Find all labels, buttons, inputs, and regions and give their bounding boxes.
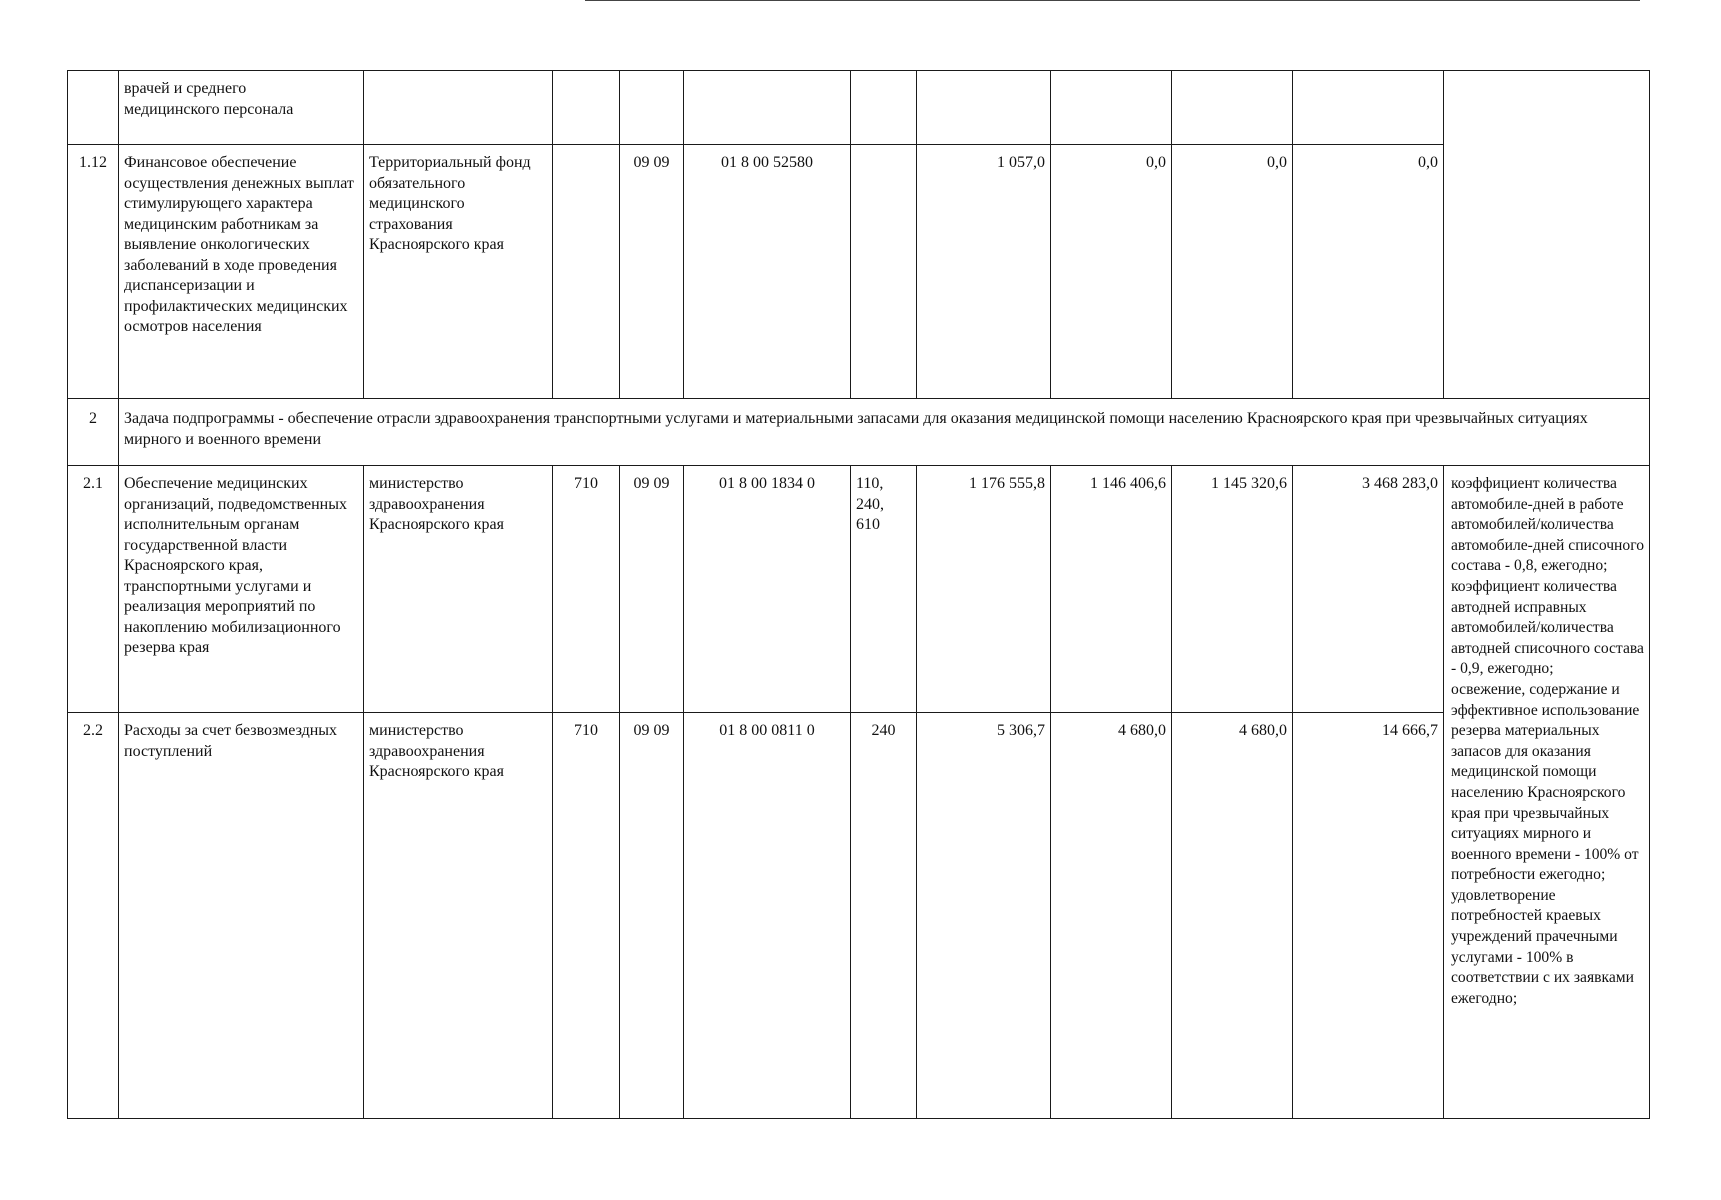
- task-description: Задача подпрограммы - обеспечение отрасли здравоохранения транспортными услугами и материальными запасами для оказания медицинской помощи населению Красноярского края при чрезвычайных ситуациях мирного и военного времени: [119, 399, 1650, 466]
- cell-num: 2: [68, 399, 119, 466]
- cell-name: Обеспечение медицинских организаций, подведомственных исполнительным органам государственной власти Красноярского края, транспортными услугами и реализация мероприятий по накоплению мобилизационного резерва края: [119, 466, 364, 713]
- cell-grbs: [553, 145, 620, 399]
- cell-year1: 1 176 555,8: [917, 466, 1051, 713]
- table-row-1-12: [68, 145, 1650, 399]
- cell-year1: [917, 71, 1051, 145]
- cell-grbs: [553, 71, 620, 145]
- cell-result-empty: [1444, 71, 1650, 399]
- cell-total: [1293, 71, 1444, 145]
- cell-year3: 1 145 320,6: [1172, 466, 1293, 713]
- cell-rzpr: 09 09: [620, 466, 684, 713]
- cell-grbs: 710: [553, 713, 620, 1119]
- cell-executor: министерство здравоохранения Красноярского края: [364, 466, 553, 713]
- cell-expected-result: коэффициент количества автомобиле-дней в работе автомобилей/количества автомобиле-дней списочного состава - 0,8, ежегодно; коэффициент количества автодней исправных автомобилей/количества автодней списочного состава - 0,9, ежегодно; освежение, содержание и эффективное использование резерва материальных запасов для оказания медицинской помощи населению Красноярского края при чрезвычайных ситуациях мирного и военного времени - 100% от потребности ежегодно; удовлетворение потребностей краевых учреждений прачечными услугами - 100% в соответствии с их заявками ежегодно;: [1444, 466, 1650, 1119]
- cell-total: 14 666,7: [1293, 713, 1444, 1119]
- cell-year3: 0,0: [1172, 145, 1293, 399]
- cell-executor: министерство здравоохранения Красноярского края: [364, 713, 553, 1119]
- cell-num: [68, 71, 119, 145]
- cell-rzpr: 09 09: [620, 713, 684, 1119]
- cell-csr: 01 8 00 52580: [684, 145, 851, 399]
- table-row-2-2: [68, 713, 1650, 1119]
- cell-year2: 0,0: [1051, 145, 1172, 399]
- cell-year2: 1 146 406,6: [1051, 466, 1172, 713]
- cell-executor: [364, 71, 553, 145]
- cell-csr: 01 8 00 1834 0: [684, 466, 851, 713]
- cell-vr: 110, 240, 610: [851, 466, 917, 713]
- cell-executor: Территориальный фонд обязательного медицинского страхования Красноярского края: [364, 145, 553, 399]
- cell-csr: 01 8 00 0811 0: [684, 713, 851, 1119]
- cell-year3: 4 680,0: [1172, 713, 1293, 1119]
- top-border-line: [585, 0, 1640, 1]
- cell-num: 1.12: [68, 145, 119, 399]
- cell-rzpr: [620, 71, 684, 145]
- table-row-task-2: [68, 399, 1650, 466]
- cell-num: 2.2: [68, 713, 119, 1119]
- cell-year2: [1051, 71, 1172, 145]
- cell-vr: [851, 71, 917, 145]
- cell-year1: 1 057,0: [917, 145, 1051, 399]
- cell-year2: 4 680,0: [1051, 713, 1172, 1119]
- cell-rzpr: 09 09: [620, 145, 684, 399]
- table-row-continuation: [68, 71, 1650, 145]
- cell-year3: [1172, 71, 1293, 145]
- cell-year1: 5 306,7: [917, 713, 1051, 1119]
- table-row-2-1: [68, 466, 1650, 713]
- cell-name: Расходы за счет безвозмездных поступлений: [119, 713, 364, 1119]
- cell-name: врачей и среднего медицинского персонала: [119, 71, 364, 145]
- cell-csr: [684, 71, 851, 145]
- cell-name: Финансовое обеспечение осуществления денежных выплат стимулирующего характера медицинским работникам за выявление онкологических заболеваний в ходе проведения диспансеризации и профилактических медицинских осмотров населения: [119, 145, 364, 399]
- cell-num: 2.1: [68, 466, 119, 713]
- cell-vr: [851, 145, 917, 399]
- cell-vr: 240: [851, 713, 917, 1119]
- program-table: [67, 70, 1650, 1119]
- cell-total: 0,0: [1293, 145, 1444, 399]
- cell-total: 3 468 283,0: [1293, 466, 1444, 713]
- cell-grbs: 710: [553, 466, 620, 713]
